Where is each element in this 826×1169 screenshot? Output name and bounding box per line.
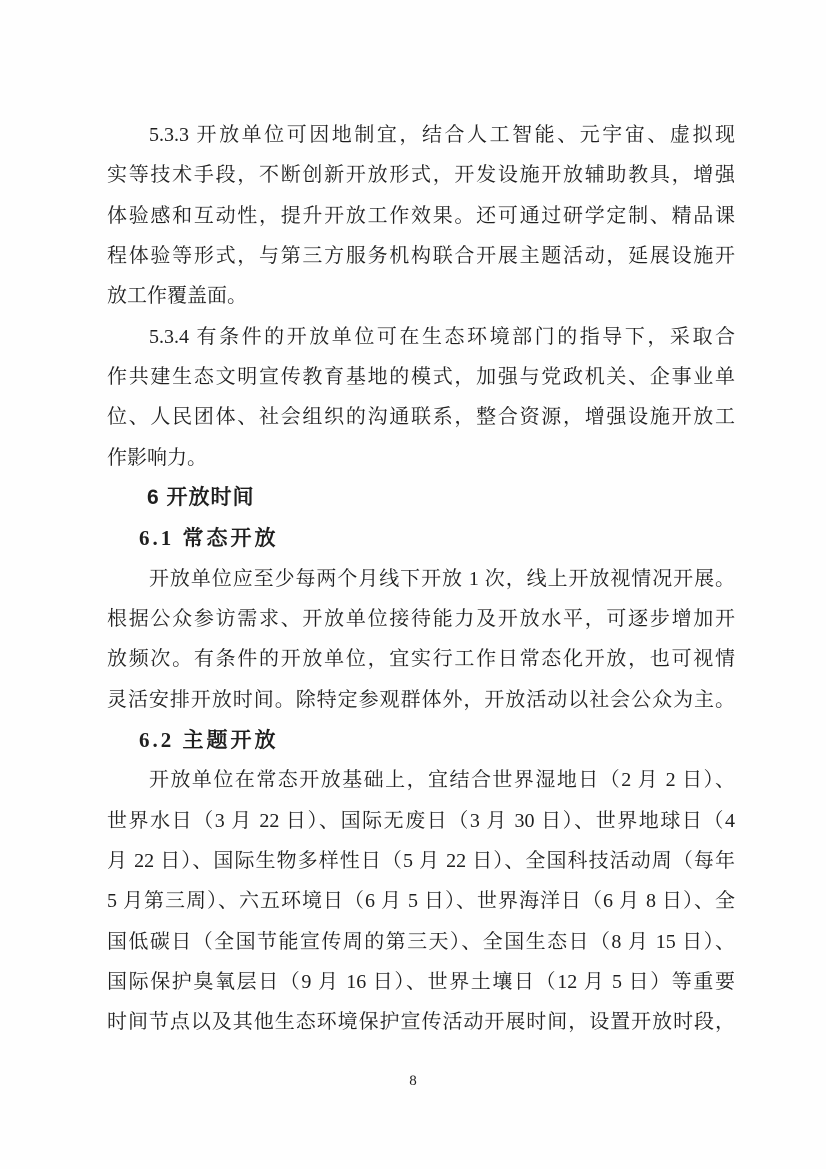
text-line: 放频次。有条件的开放单位，宜实行工作日常态化开放，也可视情	[107, 648, 735, 671]
page-number: 8	[409, 1073, 417, 1089]
text-line: 根据公众参访需求、开放单位接待能力及开放水平，可逐步增加开	[107, 607, 735, 630]
section-heading: 6 开放时间	[147, 485, 255, 509]
text-line: 实等技术手段，不断创新开放形式，开发设施开放辅助教具，增强	[107, 164, 735, 187]
page-number-footer	[0, 1072, 826, 1090]
text-line: 体验感和互动性，提升开放工作效果。还可通过研学定制、精品课	[107, 204, 735, 227]
text-line: 作影响力。	[107, 446, 207, 469]
text-line: 月 22 日）、国际生物多样性日（5 月 22 日）、全国科技活动周（每年	[107, 849, 735, 872]
text-line: 国际保护臭氧层日（9 月 16 日）、世界土壤日（12 月 5 日）等重要	[107, 970, 735, 993]
text-line: 5.3.3 开放单位可因地制宜，结合人工智能、元宇宙、虚拟现	[149, 124, 735, 146]
text-line: 位、人民团体、社会组织的沟通联系，整合资源，增强设施开放工	[107, 406, 735, 429]
section-heading: 6.2 主题开放	[139, 727, 279, 752]
text-line: 开放单位应至少每两个月线下开放 1 次，线上开放视情况开展。	[149, 567, 735, 590]
text-line: 5 月第三周）、六五环境日（6 月 5 日）、世界海洋日（6 月 8 日）、全	[107, 890, 735, 913]
text-line: 程体验等形式，与第三方服务机构联合开展主题活动，延展设施开	[107, 244, 735, 267]
text-line: 5.3.4 有条件的开放单位可在生态环境部门的指导下，采取合	[149, 325, 735, 348]
text-line: 开放单位在常态开放基础上，宜结合世界湿地日（2 月 2 日）、	[149, 769, 735, 792]
text-line: 作共建生态文明宣传教育基地的模式，加强与党政机关、企事业单	[107, 365, 735, 388]
text-line: 灵活安排开放时间。除特定参观群体外，开放活动以社会公众为主。	[107, 688, 735, 711]
text-line: 放工作覆盖面。	[107, 285, 247, 308]
section-heading: 6.1 常态开放	[139, 526, 279, 551]
text-line: 国低碳日（全国节能宣传周的第三天）、全国生态日（8 月 15 日）、	[107, 930, 735, 953]
document-body	[107, 115, 735, 1043]
text-line: 世界水日（3 月 22 日）、国际无废日（3 月 30 日）、世界地球日（4	[107, 809, 735, 832]
text-line: 时间节点以及其他生态环境保护宣传活动开展时间，设置开放时段，	[107, 1011, 735, 1034]
